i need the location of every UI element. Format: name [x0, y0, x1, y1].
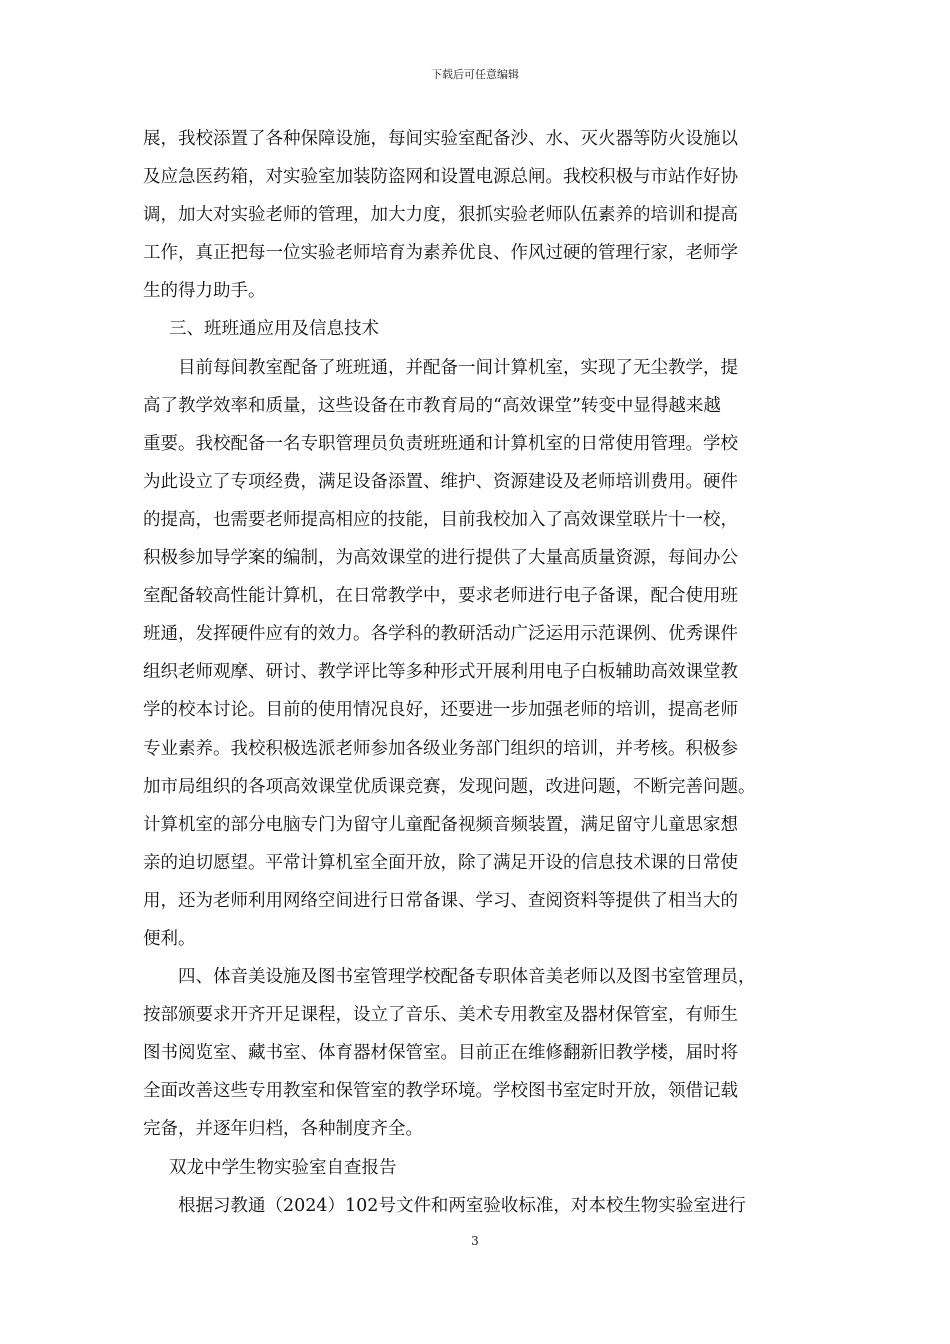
body-line: 调，加大对实验老师的管理，加大力度，狠抓实验老师队伍素养的培训和提高	[143, 205, 738, 226]
body-line: 积极参加导学案的编制，为高效课堂的进行提供了大量高质量资源，每间办公	[143, 548, 738, 569]
body-line: 为此设立了专项经费，满足设备添置、维护、资源建设及老师培训费用。硬件	[143, 471, 738, 492]
page-header: 下载后可任意编辑	[431, 68, 519, 81]
body-line: 室配备较高性能计算机，在日常教学中，要求老师进行电子备课，配合使用班	[143, 586, 738, 607]
paragraph-first-line: 四、体音美设施及图书室管理学校配备专职体音美老师以及图书室管理员，	[178, 967, 756, 988]
paragraph-first-line: 根据习教通（2024）102号文件和两室验收标准，对本校生物实验室进行	[178, 1195, 746, 1216]
body-line: 展，我校添置了各种保障设施，每间实验室配备沙、水、灭火器等防火设施以	[143, 129, 738, 149]
body-line: 全面改善这些专用教室和保管室的教学环境。学校图书室定时开放，领借记载	[143, 1081, 738, 1102]
body-line: 工作，真正把每一位实验老师培育为素养优良、作风过硬的管理行家，老师学	[143, 243, 738, 264]
body-line: 专业素养。我校积极选派老师参加各级业务部门组织的培训，并考核。积极参	[143, 738, 738, 759]
body-line: 班通，发挥硬件应有的效力。各学科的教研活动广泛运用示范课例、优秀课件	[143, 624, 738, 645]
document-body	[143, 120, 806, 1225]
paragraph-first-line: 目前每间教室配备了班班通，并配备一间计算机室，实现了无尘教学，提	[178, 357, 738, 378]
report-title: 双龙中学生物实验室自查报告	[169, 1157, 397, 1178]
body-line: 亲的迫切愿望。平常计算机室全面开放，除了满足开设的信息技术课的日常使	[143, 852, 738, 873]
body-line: 重要。我校配备一名专职管理员负责班班通和计算机室的日常使用管理。学校	[143, 433, 738, 454]
page-number: 3	[471, 1234, 479, 1248]
body-line: 加市局组织的各项高效课堂优质课竞赛，发现问题，改进问题，不断完善问题。	[143, 776, 756, 797]
body-line: 生的得力助手。	[143, 281, 266, 302]
body-line: 的提高，也需要老师提高相应的技能，目前我校加入了高效课堂联片十一校，	[143, 509, 738, 530]
body-line: 组织老师观摩、研讨、教学评比等多种形式开展利用电子白板辅助高效课堂教	[143, 662, 738, 683]
body-line: 高了教学效率和质量，这些设备在市教育局的“高效课堂”转变中显得越来越	[143, 395, 721, 416]
body-line: 用，还为老师利用网络空间进行日常备课、学习、查阅资料等提供了相当大的	[143, 890, 738, 911]
body-line: 计算机室的部分电脑专门为留守儿童配备视频音频装置，满足留守儿童思家想	[143, 814, 738, 835]
body-line: 完备，并逐年归档，各种制度齐全。	[143, 1119, 423, 1140]
section-heading: 三、班班通应用及信息技术	[169, 319, 379, 340]
body-line: 及应急医药箱，对实验室加装防盗网和设置电源总闸。我校积极与市站作好协	[143, 167, 738, 188]
body-line: 学的校本讨论。目前的使用情况良好，还要进一步加强老师的培训，提高老师	[143, 700, 738, 721]
body-line: 便利。	[143, 928, 196, 949]
body-line: 图书阅览室、藏书室、体育器材保管室。目前正在维修翻新旧教学楼，届时将	[143, 1043, 738, 1064]
body-line: 按部颁要求开齐开足课程，设立了音乐、美术专用教室及器材保管室，有师生	[143, 1005, 738, 1026]
